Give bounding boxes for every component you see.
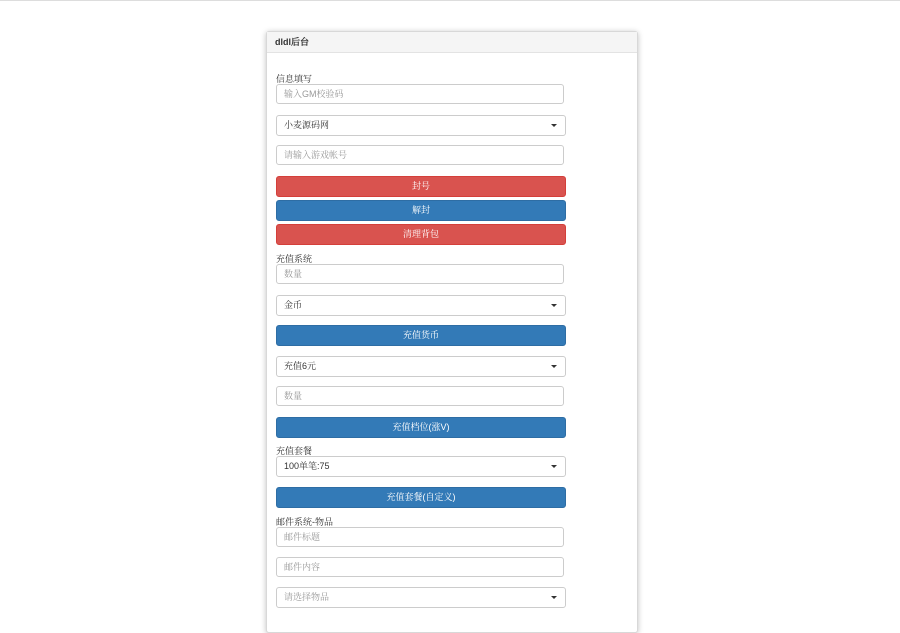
ban-button[interactable]: 封号: [276, 176, 566, 197]
item-select[interactable]: [276, 587, 566, 608]
recharge-tier-button[interactable]: 充值档位(涨V): [276, 417, 566, 438]
chevron-down-icon: [551, 365, 557, 368]
package-section-label: 充值套餐: [276, 446, 313, 456]
chevron-down-icon: [551, 596, 557, 599]
currency-select[interactable]: [276, 295, 566, 316]
recharge-package-button[interactable]: 充值套餐(自定义): [276, 487, 566, 508]
tier-amount-input[interactable]: [276, 386, 564, 406]
recharge-currency-button[interactable]: 充值货币: [276, 325, 566, 346]
mail-content-input[interactable]: [276, 557, 564, 577]
clear-bag-button[interactable]: 清理背包: [276, 224, 566, 245]
panel-title: dldl后台: [267, 32, 637, 53]
gm-code-input[interactable]: [276, 84, 564, 104]
tier-select-value: 充值6元: [284, 361, 317, 371]
recharge-section-label: 充值系统: [276, 254, 313, 264]
server-select[interactable]: [276, 115, 566, 136]
mail-section-label: 邮件系统-物品: [276, 517, 333, 527]
chevron-down-icon: [551, 465, 557, 468]
item-select-value: 请选择物品: [284, 592, 330, 602]
admin-panel: [266, 31, 638, 633]
account-input[interactable]: [276, 145, 564, 165]
chevron-down-icon: [551, 124, 557, 127]
package-select-value: 100单笔:75: [284, 461, 330, 471]
mail-title-input[interactable]: [276, 527, 564, 547]
top-divider: [0, 0, 900, 1]
info-section-label: 信息填写: [276, 74, 313, 84]
chevron-down-icon: [551, 304, 557, 307]
currency-amount-input[interactable]: [276, 264, 564, 284]
tier-select[interactable]: [276, 356, 566, 377]
package-select[interactable]: [276, 456, 566, 477]
server-select-value: 小麦源码网: [284, 120, 330, 130]
unban-button[interactable]: 解封: [276, 200, 566, 221]
currency-select-value: 金币: [284, 300, 303, 310]
